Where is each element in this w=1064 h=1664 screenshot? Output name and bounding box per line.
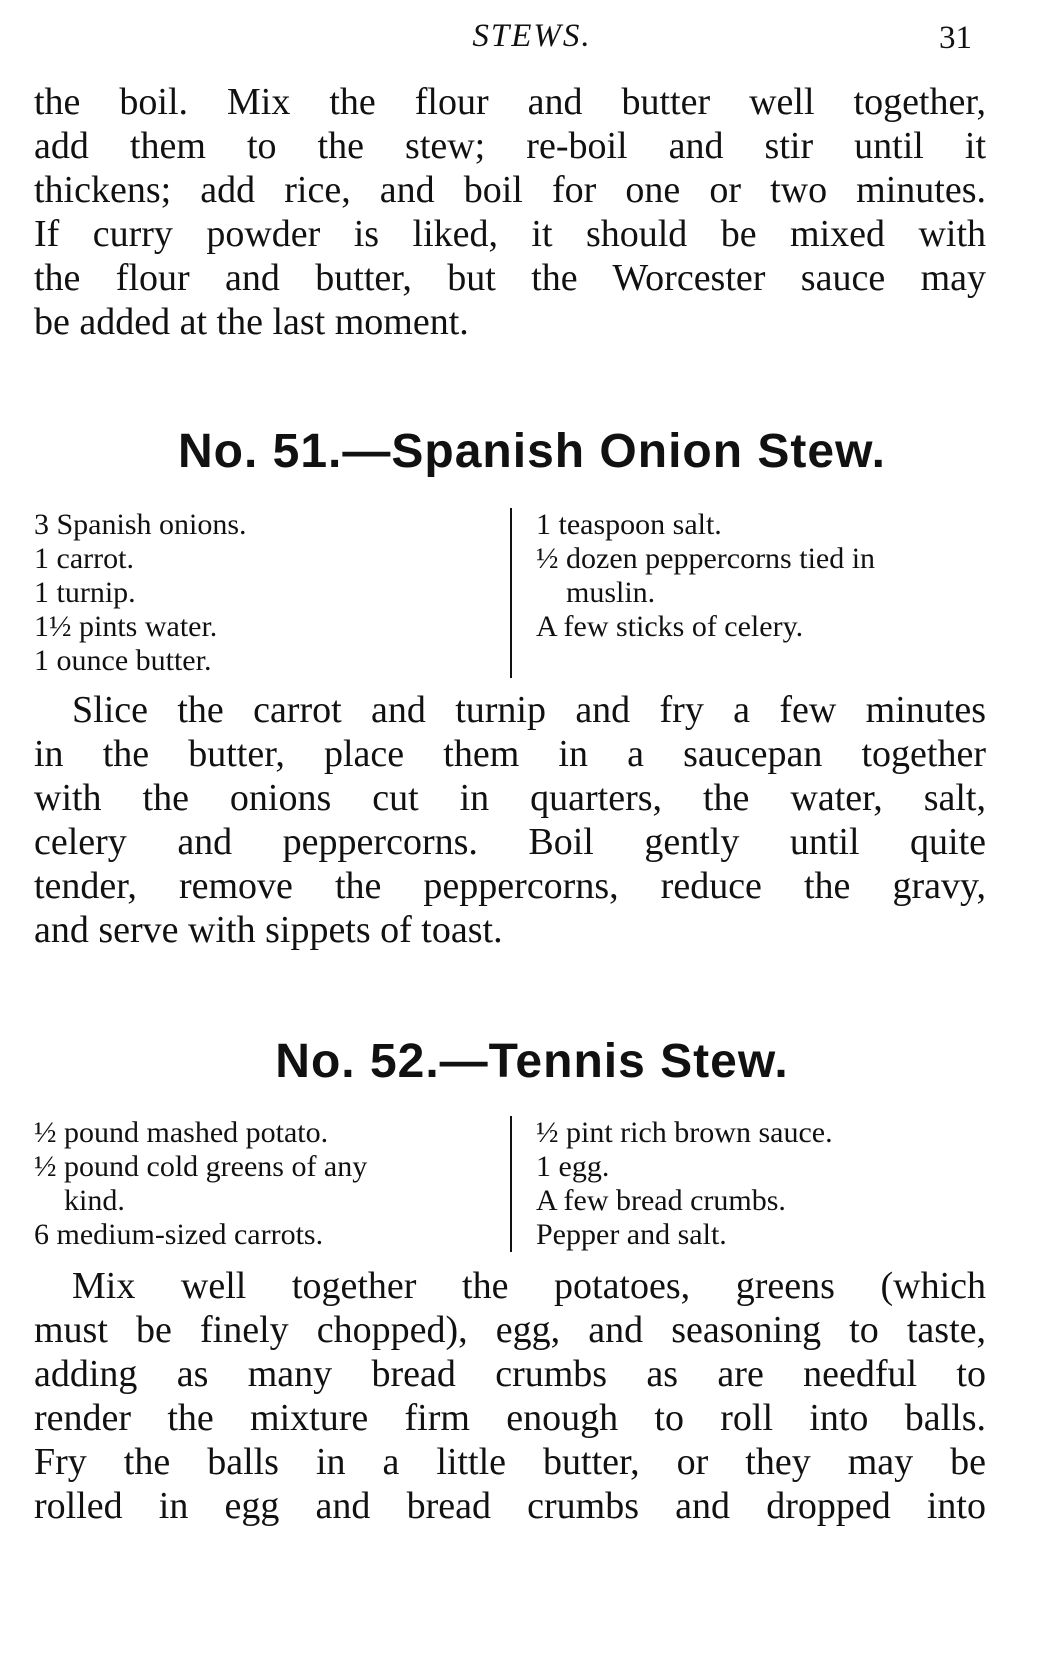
text-line: rolled in egg and bread crumbs and dropped into xyxy=(34,1485,986,1527)
text-line: Slice the carrot and turnip and fry a few minutes xyxy=(72,689,986,731)
ingredient-item: 6 medium-sized carrots. xyxy=(34,1218,324,1251)
ingredient-item: 1 teaspoon salt. xyxy=(536,508,722,541)
recipe-51-method xyxy=(34,688,986,952)
running-title: STEWS. xyxy=(472,18,592,54)
ingredient-item: 1½ pints water. xyxy=(34,610,218,643)
running-head xyxy=(0,18,1064,58)
ingredient-item: A few bread crumbs. xyxy=(536,1184,786,1217)
ingredient-item: muslin. xyxy=(566,576,656,609)
ingredients-right-column xyxy=(510,508,986,678)
ingredient-item: 3 Spanish onions. xyxy=(34,508,247,541)
ingredients-left-column xyxy=(34,1116,510,1252)
text-line: must be finely chopped), egg, and seasoning to taste, xyxy=(34,1309,986,1351)
recipe-52-method xyxy=(34,1264,986,1528)
recipe-51-ingredients xyxy=(34,508,986,678)
ingredient-item: ½ pint rich brown sauce. xyxy=(536,1116,833,1149)
ingredient-item: kind. xyxy=(64,1184,125,1217)
text-line: Fry the balls in a little butter, or they may be xyxy=(34,1441,986,1483)
ingredient-item: A few sticks of celery. xyxy=(536,610,804,643)
ingredient-item: 1 ounce butter. xyxy=(34,644,212,677)
text-line: celery and peppercorns. Boil gently until quite xyxy=(34,821,986,863)
ingredient-item: ½ pound cold greens of any xyxy=(34,1150,368,1183)
text-line: If curry powder is liked, it should be mixed with xyxy=(34,213,986,255)
ingredients-right-column xyxy=(510,1116,986,1252)
text-line: Mix well together the potatoes, greens (which xyxy=(72,1265,986,1307)
text-line: and serve with sippets of toast. xyxy=(34,909,503,951)
text-line: the boil. Mix the flour and butter well together, xyxy=(34,81,986,123)
text-line: with the onions cut in quarters, the water, salt, xyxy=(34,777,986,819)
ingredient-item: ½ dozen peppercorns tied in xyxy=(536,542,876,575)
text-line: adding as many bread crumbs as are needful to xyxy=(34,1353,986,1395)
ingredient-item: ½ pound mashed potato. xyxy=(34,1116,329,1149)
ingredients-left-column xyxy=(34,508,510,678)
ingredient-item: 1 carrot. xyxy=(34,542,134,575)
text-line: render the mixture firm enough to roll into balls. xyxy=(34,1397,986,1439)
text-line: be added at the last moment. xyxy=(34,301,469,343)
text-line: thickens; add rice, and boil for one or two minutes. xyxy=(34,169,986,211)
page-number: 31 xyxy=(939,20,972,56)
text-line: in the butter, place them in a saucepan together xyxy=(34,733,986,775)
ingredient-item: Pepper and salt. xyxy=(536,1218,727,1251)
text-line: the flour and butter, but the Worcester sauce may xyxy=(34,257,986,299)
recipe-52-ingredients xyxy=(34,1116,986,1252)
ingredient-item: 1 egg. xyxy=(536,1150,610,1183)
text-line: add them to the stew; re-boil and stir until it xyxy=(34,125,986,167)
continuation-paragraph xyxy=(34,80,986,344)
ingredient-item: 1 turnip. xyxy=(34,576,136,609)
recipe-51-title: No. 51.—Spanish Onion Stew. xyxy=(178,425,886,478)
text-line: tender, remove the peppercorns, reduce the gravy, xyxy=(34,865,986,907)
recipe-52-title: No. 52.—Tennis Stew. xyxy=(275,1035,789,1088)
